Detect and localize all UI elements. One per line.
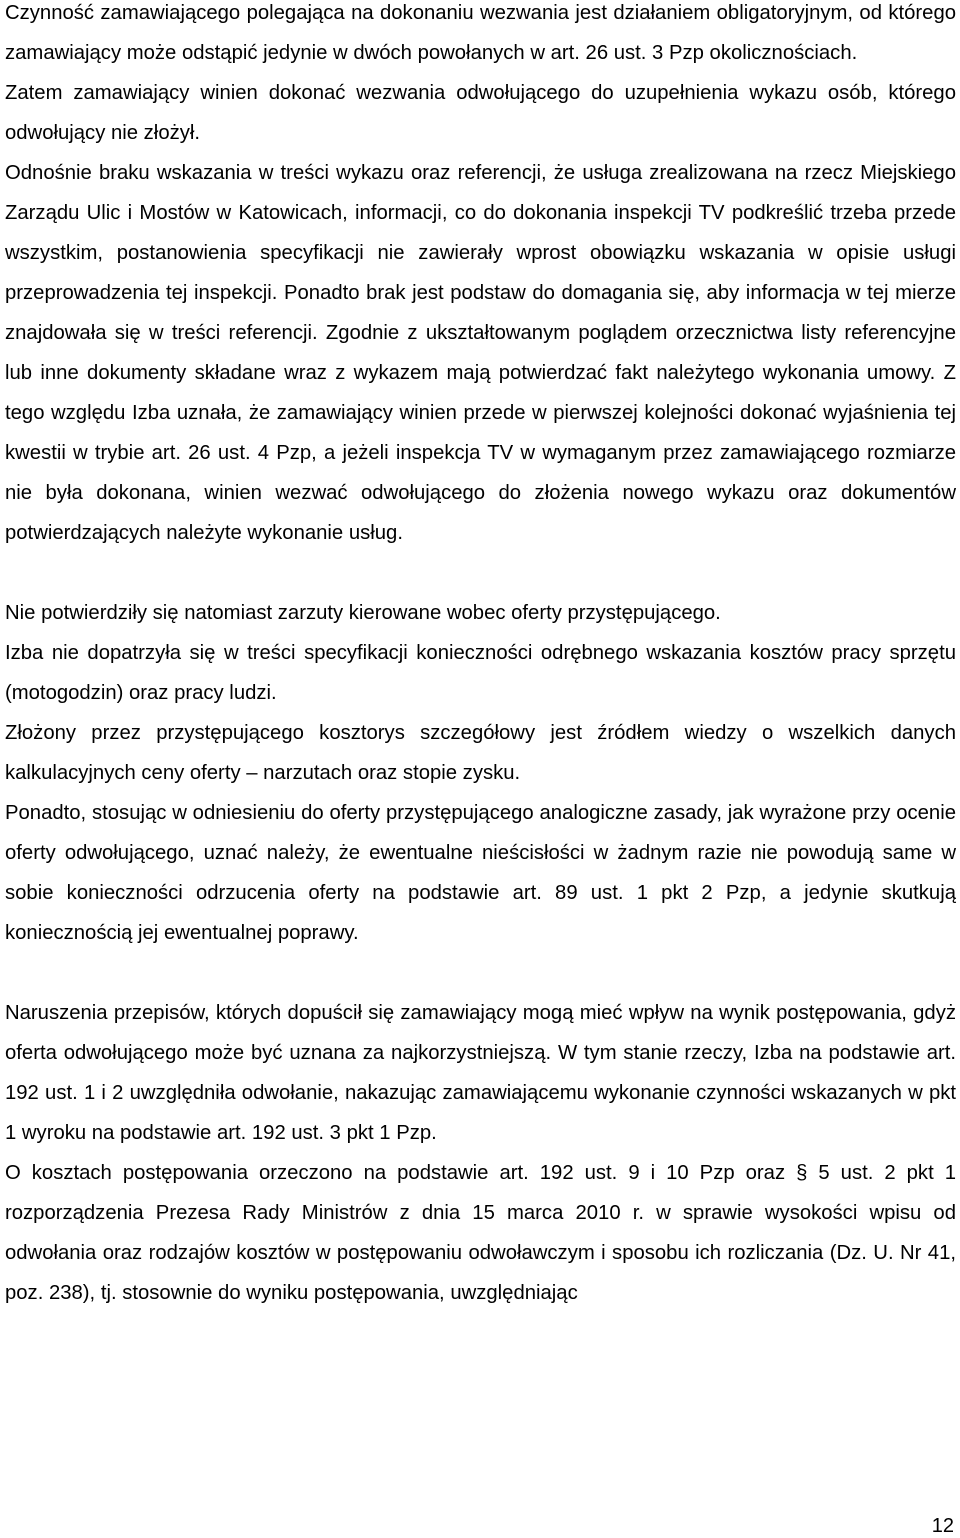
paragraph-spacer	[5, 953, 956, 993]
paragraph-wezwanie-obligatoryjne: Czynność zamawiającego polegająca na dokonaniu wezwania jest działaniem obligatoryjnym, od którego zamawiający może odstąpić jedynie w dwóch powołanych w art. 26 ust. 3 Pzp okolicznościach.	[5, 2, 956, 64]
document-page	[5, 0, 956, 1313]
paragraph-wezwanie-wykaz-osob: Zatem zamawiający winien dokonać wezwania odwołującego do uzupełnienia wykazu osób, którego odwołujący nie złożył.	[5, 82, 956, 144]
paragraph-niescislosci: Ponadto, stosując w odniesieniu do oferty przystępującego analogiczne zasady, jak wyrażone przy ocenie oferty odwołującego, uznać należy, że ewentualne nieścisłości w żadnym razie nie powodują same w sobie konieczności odrzucenia oferty na podstawie art. 89 ust. 1 pkt 2 Pzp, a jedynie skutkują koniecznością jej ewentualnej poprawy.	[5, 802, 956, 944]
paragraph-koszty-postepowania: O kosztach postępowania orzeczono na podstawie art. 192 ust. 9 i 10 Pzp oraz § 5 ust. 2 pkt 1 rozporządzenia Prezesa Rady Ministrów z dnia 15 marca 2010 r. w sprawie wysokości wpisu od odwołania oraz rodzajów kosztów w postępowaniu odwoławczym i sposobu ich rozliczania (Dz. U. Nr 41, poz. 238), tj. stosownie do wyniku postępowania, uwzględniając	[5, 1162, 956, 1304]
paragraph-kosztorys: Złożony przez przystępującego kosztorys szczegółowy jest źródłem wiedzy o wszelkich danych kalkulacyjnych ceny oferty – narzutach oraz stopie zysku.	[5, 722, 956, 784]
paragraph-koszty-pracy: Izba nie dopatrzyła się w treści specyfikacji konieczności odrębnego wskazania kosztów pracy sprzętu (motogodzin) oraz pracy ludzi.	[5, 642, 956, 704]
paragraph-zarzuty-przystepujacego: Nie potwierdziły się natomiast zarzuty kierowane wobec oferty przystępującego.	[5, 602, 721, 624]
paragraph-naruszenia-przepisow: Naruszenia przepisów, których dopuścił się zamawiający mogą mieć wpływ na wynik postępowania, gdyż oferta odwołującego może być uznana za najkorzystniejszą. W tym stanie rzeczy, Izba na podstawie art. 192 ust. 1 i 2 uwzględniła odwołanie, nakazując zamawiającemu wykonanie czynności wskazanych w pkt 1 wyroku na podstawie art. 192 ust. 3 pkt 1 Pzp.	[5, 1002, 956, 1144]
page-number: 12	[931, 1515, 954, 1537]
paragraph-inspekcja-tv: Odnośnie braku wskazania w treści wykazu oraz referencji, że usługa zrealizowana na rzecz Miejskiego Zarządu Ulic i Mostów w Katowicach, informacji, co do dokonania inspekcji TV podkreślić trzeba przede wszystkim, postanowienia specyfikacji nie zawierały wprost obowiązku wskazania w opisie usługi przeprowadzenia tej inspekcji. Ponadto brak jest podstaw do domagania się, aby informacja w tej mierze znajdowała się w treści referencji. Zgodnie z ukształtowanym poglądem orzecznictwa listy referencyjne lub inne dokumenty składane wraz z wykazem mają potwierdzać fakt należytego wykonania umowy. Z tego względu Izba uznała, że zamawiający winien przede w pierwszej kolejności dokonać wyjaśnienia tej kwestii w trybie art. 26 ust. 4 Pzp, a jeżeli inspekcja TV w wymaganym przez zamawiającego rozmiarze nie była dokonana, winien wezwać odwołującego do złożenia nowego wykazu oraz dokumentów potwierdzających należyte wykonanie usług.	[5, 162, 956, 544]
paragraph-spacer	[5, 553, 956, 593]
